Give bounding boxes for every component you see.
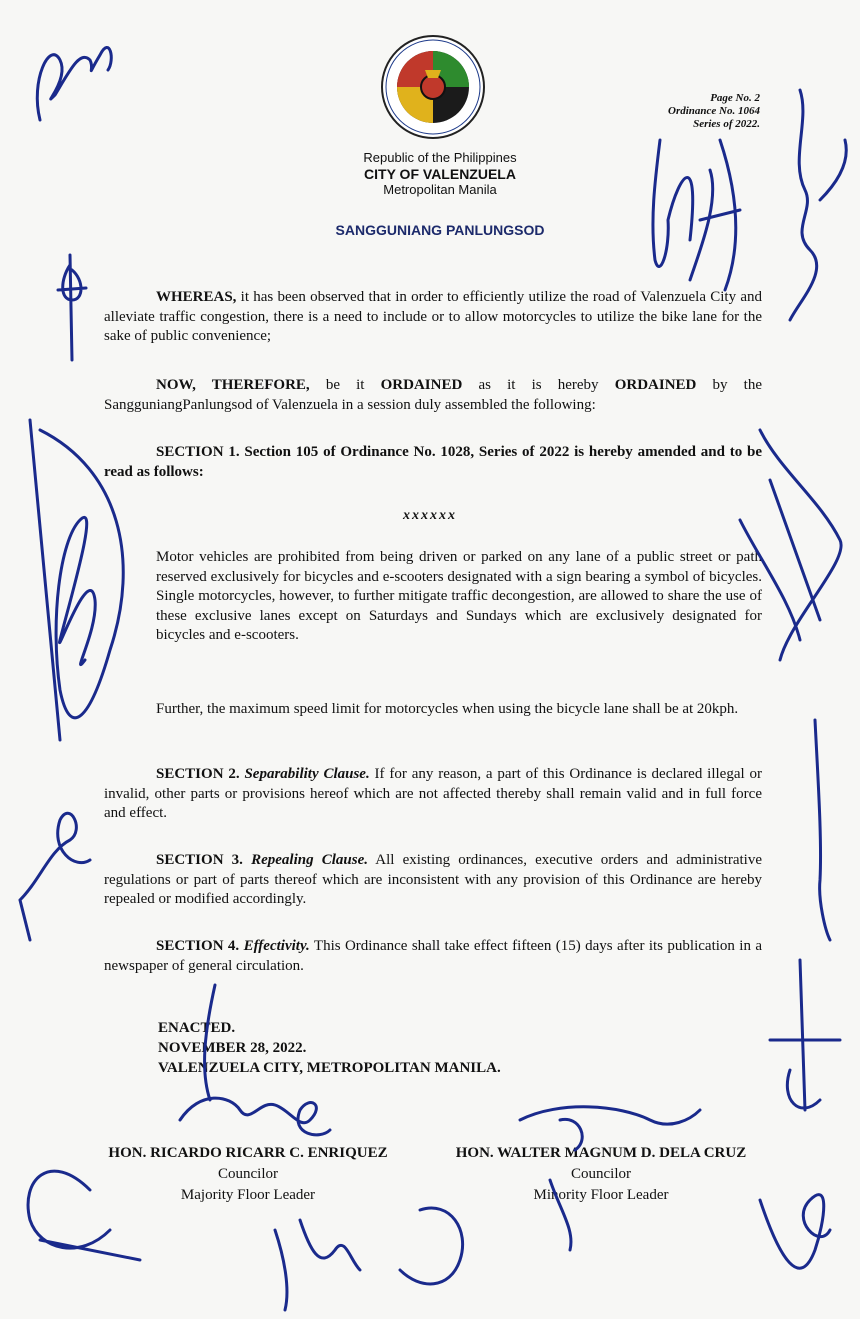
city-name: CITY OF VALENZUELA xyxy=(364,166,516,182)
enactment-date: NOVEMBER 28, 2022. xyxy=(158,1040,307,1056)
signatory-name: HON. WALTER MAGNUM D. DELA CRUZ xyxy=(455,1145,747,1161)
council-name: SANGGUNIANG PANLUNGSOD xyxy=(335,222,545,238)
signature-right-top xyxy=(653,140,740,290)
signature-right-vertical xyxy=(815,720,830,940)
enactment-place: VALENZUELA CITY, METROPOLITAN MANILA. xyxy=(158,1060,501,1076)
ordinance-number: Ordinance No. 1064 xyxy=(668,105,760,117)
signature-enriquez xyxy=(180,1098,330,1135)
section-1-heading: SECTION 1. Section 105 of Ordinance No. 1028, Series of 2022 is hereby amended and to be read as follows: xyxy=(104,444,762,480)
amendment-marker: xxxxxx xyxy=(403,508,457,523)
signature-right-lower xyxy=(770,960,840,1110)
page-number: Page No. 2 xyxy=(710,92,760,104)
section-3: SECTION 3. Repealing Clause. All existing ordinances, executive orders and administrative regulations or part of parts thereof which are inconsistent with any provision of this Ordinance are hereby repealed or modified accordingly. xyxy=(104,852,762,907)
signature-right-edge xyxy=(790,90,846,320)
signatory-position: Councilor xyxy=(218,1166,278,1182)
section-1-body: Motor vehicles are prohibited from being driven or parked on any lane of a public street or path reserved exclusively for bicycles and e-scooters designated with a sign bearing a symbol of bicycles. Single motorcycles, however, to further mitigate traffic decongestion, are allowed to share the use of these exclusive lanes except on Saturdays and Sundays which are exclusively designated for bicycles and e-scooters. xyxy=(156,549,762,643)
enactment-block xyxy=(158,1018,501,1078)
section-1-speed-limit: Further, the maximum speed limit for motorcycles when using the bicycle lane shall be at 20kph. xyxy=(156,701,739,717)
whereas-clause xyxy=(104,288,762,347)
ordinance-series: Series of 2022. xyxy=(693,118,760,130)
signatory-role: Majority Floor Leader xyxy=(180,1187,316,1203)
signature-bottom-center xyxy=(275,1208,463,1310)
letterhead xyxy=(300,150,580,198)
region-line: Metropolitan Manila xyxy=(383,182,497,197)
signatory-role: Minority Floor Leader xyxy=(533,1187,669,1203)
enacting-clause: NOW, THEREFORE, be it ORDAINED as it is hereby ORDAINED by the SangguniangPanlungsod of Valenzuela in a session duly assembled the following: xyxy=(104,377,762,413)
section-2-title: Separability Clause. xyxy=(244,766,370,782)
whereas-text: it has been observed that in order to efficiently utilize the road of Valenzuela City and alleviate traffic congestion, there is a need to include or to allow motorcycles to utilize the bike lane for the sake of public convenience; xyxy=(104,289,762,344)
signatory-majority xyxy=(88,1143,408,1206)
enacted-line: ENACTED. xyxy=(158,1020,236,1036)
signature-left-small xyxy=(20,813,90,940)
page-reference xyxy=(600,92,760,131)
enacting-lead: NOW, THEREFORE, xyxy=(156,377,310,393)
signature-left-mark xyxy=(58,255,86,360)
section-3-title: Repealing Clause. xyxy=(251,852,368,868)
signature-bottom-right xyxy=(760,1195,830,1269)
city-council-seal xyxy=(380,34,486,140)
republic-line: Republic of the Philippines xyxy=(363,150,517,165)
signatory-minority xyxy=(436,1143,766,1206)
section-4: SECTION 4. Effectivity. This Ordinance shall take effect fifteen (15) days after its publication in a newspaper of general circulation. xyxy=(104,938,763,974)
signatory-position: Councilor xyxy=(571,1166,631,1182)
section-4-title: Effectivity. xyxy=(243,938,310,954)
section-2: SECTION 2. Separability Clause. If for any reason, a part of this Ordinance is declared illegal or invalid, other parts or provisions hereof which are not affected thereby shall remain valid and in full force and effect. xyxy=(104,766,762,821)
signature-top-left xyxy=(37,47,111,120)
whereas-lead: WHEREAS, xyxy=(156,289,237,305)
signatory-name: HON. RICARDO RICARR C. ENRIQUEZ xyxy=(108,1145,388,1161)
